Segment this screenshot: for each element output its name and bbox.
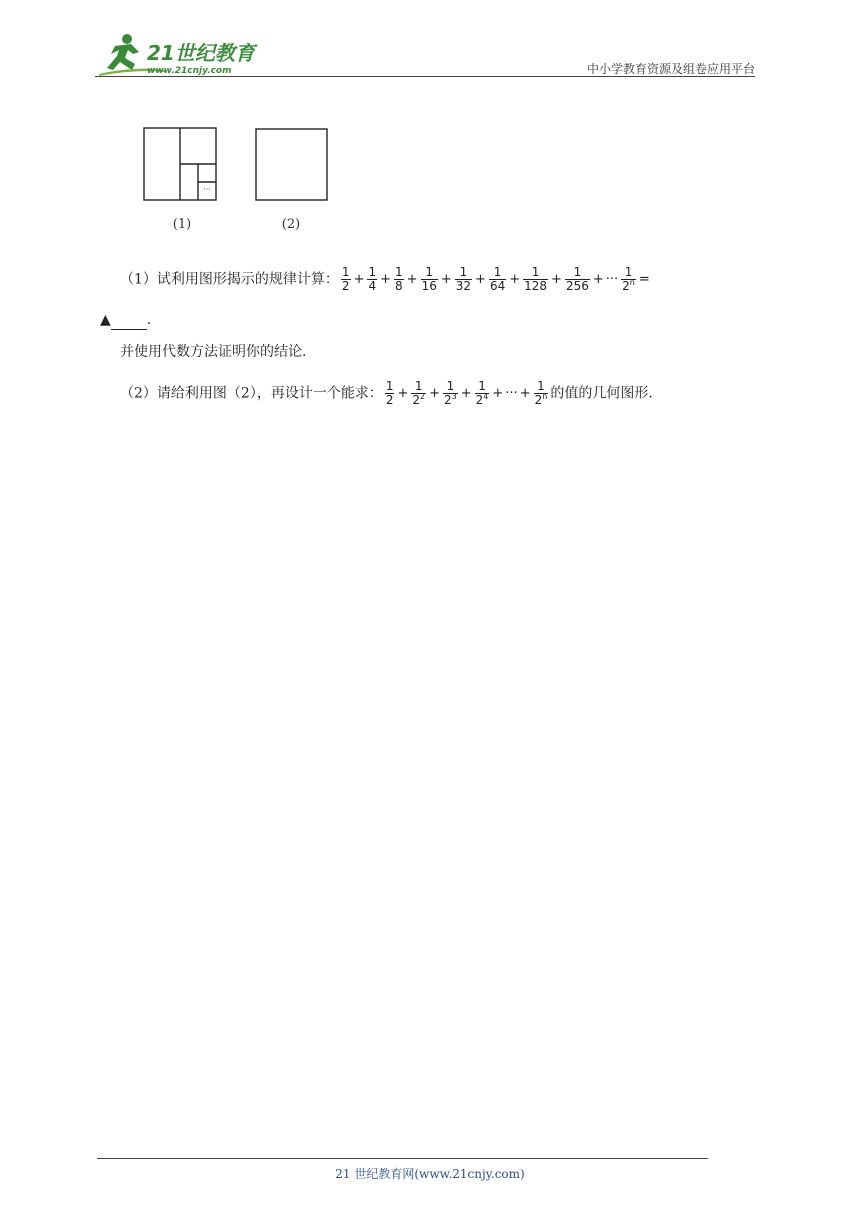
header-divider bbox=[95, 76, 755, 77]
fraction: $\frac{1}{256}$ bbox=[565, 265, 589, 293]
fraction: $\frac{1}{16}$ bbox=[421, 265, 437, 293]
question-2: （2）请给利用图（2），再设计一个能求： $\frac{1}{2}$ + $\frac{1}{2^2}$ + $\frac{1}{2^3}$ + $\frac{1}{2^4}$ + ··· + $\frac{1}{2^n}$ 的值的几何图形. bbox=[120, 379, 653, 407]
question-1-prefix: （1）试利用图形揭示的规律计算： bbox=[120, 271, 339, 288]
question-2-prefix: （2）请给利用图（2），再设计一个能求： bbox=[120, 385, 383, 402]
question-1-line-2: 并使用代数方法证明你的结论. bbox=[120, 344, 307, 360]
answer-line: ▲ . bbox=[100, 312, 152, 328]
platform-name: 中小学教育资源及组卷应用平台 bbox=[586, 62, 755, 76]
figure-2-label: (2) bbox=[281, 217, 301, 232]
footer-divider bbox=[97, 1158, 708, 1159]
question-1: （1）试利用图形揭示的规律计算： $\frac{1}{2}$ + $\frac{1}{4}$ + $\frac{1}{8}$ + $\frac{1}{16}$ + $\frac{1}{32}$ + $\frac{1}{64}$ + $\frac{1}{128}$ + $\frac{1}{256}$ + ··· $\frac{1}{2^n}$ = bbox=[120, 265, 650, 293]
site-logo bbox=[95, 30, 265, 76]
answer-blank bbox=[111, 315, 147, 330]
fraction-last: $\frac{1}{2^n}$ bbox=[622, 265, 635, 293]
fraction: $\frac{1}{8}$ bbox=[395, 265, 403, 293]
figure-2 bbox=[256, 129, 327, 200]
question-2-suffix: 的值的几何图形. bbox=[550, 385, 653, 402]
fraction: $\frac{1}{2}$ bbox=[385, 379, 394, 407]
equals-sign: = bbox=[638, 271, 650, 287]
fraction: $\frac{1}{2^4}$ bbox=[475, 379, 489, 407]
answer-marker: ▲ bbox=[100, 312, 111, 328]
fraction: $\frac{1}{2^2}$ bbox=[412, 379, 426, 407]
fraction: $\frac{1}{2}$ bbox=[341, 265, 350, 293]
figure-1-label: (1) bbox=[172, 217, 192, 232]
fraction: $\frac{1}{2^n}$ bbox=[534, 379, 548, 407]
figure-1-ellipsis: ··· bbox=[203, 185, 211, 194]
logo-text: 21世纪教育 bbox=[147, 41, 255, 65]
logo-subtext: www.21cnjy.com bbox=[147, 66, 232, 76]
fraction: $\frac{1}{64}$ bbox=[489, 265, 506, 293]
figures bbox=[140, 124, 340, 234]
fraction: $\frac{1}{4}$ bbox=[368, 265, 377, 293]
fraction: $\frac{1}{2^3}$ bbox=[444, 379, 457, 407]
fraction: $\frac{1}{32}$ bbox=[455, 265, 472, 293]
footer-link[interactable]: 21 世纪教育网(www.21cnjy.com) bbox=[335, 1167, 525, 1181]
fraction: $\frac{1}{128}$ bbox=[524, 265, 548, 293]
page-header bbox=[95, 30, 755, 78]
